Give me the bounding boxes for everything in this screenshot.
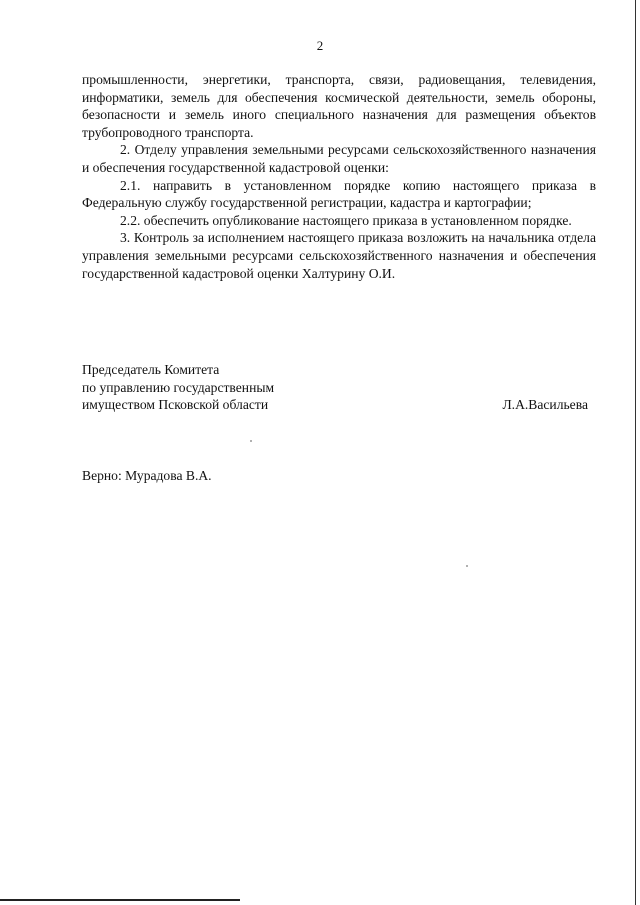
paragraph-continuation: промышленности, энергетики, транспорта, связи, радиовещания, телевидения, информатики, земель для обеспечения космической деятельности, земель обороны, безопасности и земель иного специального назначения для размещения объектов трубопроводного транспорта. (82, 72, 596, 140)
signer-row (82, 396, 596, 414)
signer-title-line-3: имуществом Псковской области (82, 397, 269, 413)
signature-block (82, 361, 596, 414)
signer-title-line-1: Председатель Комитета (82, 362, 220, 377)
paragraph-item-2-2: 2.2. обеспечить опубликование настоящего приказа в установленном порядке. (120, 212, 572, 228)
scan-edge-bottom (0, 899, 240, 901)
verified-note: Верно: Мурадова В.А. (82, 468, 212, 483)
signer-title-line-2: по управлению государственным (82, 379, 275, 395)
scan-speck (250, 440, 252, 442)
scan-speck (466, 565, 468, 567)
paragraph-item-2-1: 2.1. направить в установленном порядке копию настоящего приказа в Федеральную службу государственной регистрации, кадастра и картографии; (82, 177, 596, 211)
paragraph-item-3: 3. Контроль за исполнением настоящего приказа возложить на начальника отдела управления земельными ресурсами сельскохозяйственного назначения и обеспечения государственной кадастровой оценки Халтурину О.И. (82, 230, 596, 281)
paragraph-item-2: 2. Отделу управления земельными ресурсами сельскохозяйственного назначения и обеспечения государственной кадастровой оценки: (82, 142, 596, 175)
signer-name: Л.А.Васильева (502, 397, 588, 413)
document-body (82, 71, 596, 282)
page-number: 2 (316, 38, 324, 53)
scan-edge-right (635, 0, 636, 905)
